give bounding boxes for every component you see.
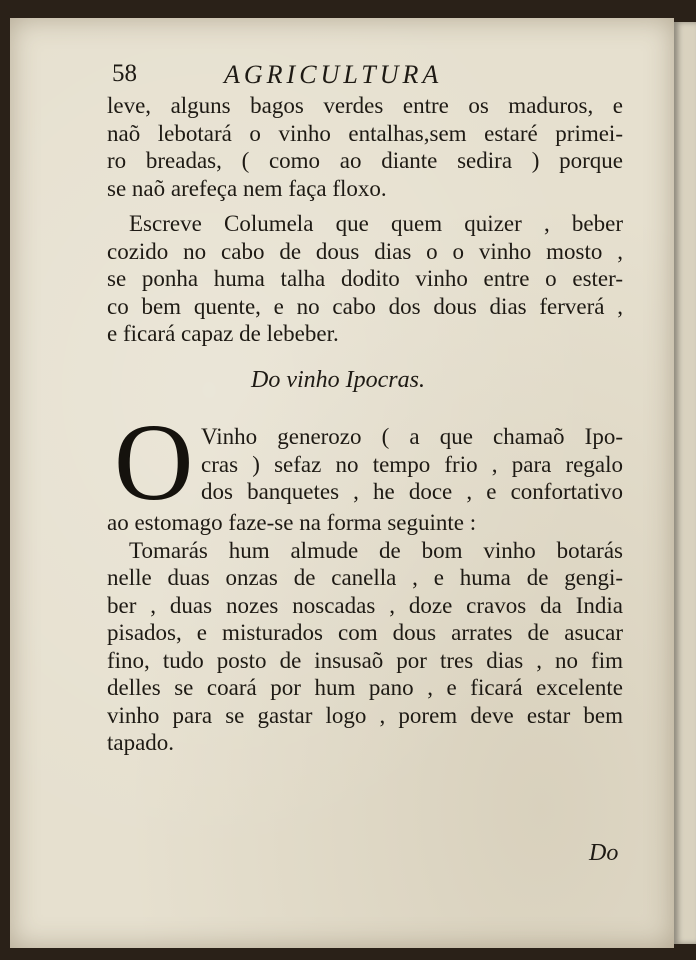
text-line: ao estomago faze-se na forma seguinte :	[107, 510, 477, 535]
paragraph-2	[107, 210, 623, 348]
text-line: Escreve Columela que quem quizer , beber	[129, 211, 623, 236]
text-line: fino, tudo posto de insusaõ por tres dias , no fim	[107, 647, 623, 673]
text-line: pisados, e misturados com dous arrates de asucar	[107, 620, 623, 645]
text-line: naõ lebotará o vinho entalhas,sem estaré primei-	[107, 120, 623, 146]
text-line: tapado.	[107, 730, 175, 755]
text-line: leve, alguns bagos verdes entre os maduros, e	[107, 93, 623, 118]
page-number: 58	[112, 60, 137, 87]
text-line: nelle duas onzas de canella , e huma de gengi-	[107, 565, 623, 590]
paragraph-1	[107, 92, 623, 202]
text-line: delles se coará por hum pano , e ficará excelente	[107, 675, 623, 700]
section-heading: Do vinho Ipocras.	[251, 367, 425, 393]
text-line: ro breadas, ( como ao diante sedira ) porque	[107, 148, 623, 173]
running-title: AGRICULTURA	[224, 60, 443, 89]
text-line: ber , duas nozes noscadas , doze cravos da India	[107, 592, 623, 618]
paragraph-3-4	[107, 509, 623, 757]
paragraph-3-dropcap-lines	[201, 423, 623, 506]
text-line: dos banquetes , he doce , e confortativo	[201, 479, 623, 504]
page-header	[112, 60, 612, 94]
catchword: Do	[589, 840, 619, 866]
text-line: se ponha huma talha dodito vinho entre o ester-	[107, 266, 623, 291]
drop-cap: O	[114, 401, 194, 523]
text-line: cozido no cabo de dous dias o o vinho mosto ,	[107, 238, 623, 264]
page-edge	[674, 22, 696, 944]
text-line: cras ) sefaz no tempo frio , para regalo	[201, 451, 623, 477]
text-line: Vinho generozo ( a que chamaõ Ipo-	[201, 424, 623, 449]
text-line: vinho para se gastar logo , porem deve estar bem	[107, 702, 623, 728]
text-line: Tomarás hum almude de bom vinho botarás	[129, 537, 623, 563]
text-line: se naõ arefeça nem faça floxo.	[107, 175, 387, 201]
text-line: e ficará capaz de lebeber.	[107, 321, 339, 346]
text-line: co bem quente, e no cabo dos dous dias ferverá ,	[107, 293, 623, 319]
